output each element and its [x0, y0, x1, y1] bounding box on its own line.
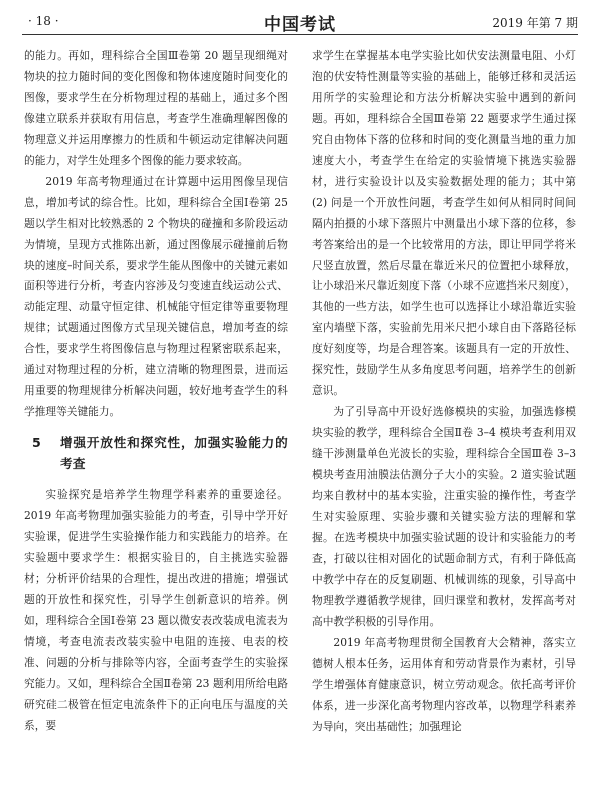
paragraph: 求学生在掌握基本电学实验比如伏安法测量电阻、小灯泡的伏安特性测量等实验的基础上，能够迁移和灵活运用所学的实验理论和方法分析解决实验中遇到的新问题。再如，理科综合全国Ⅲ卷第 22 题要求学生通过探究自由物体下落的位移和时间的变化测量当地的重力加速度大小，考查学生在给定的实验情境下挑选实验器材，进行实验设计以及实验数据处理的能力；其中第 (2) 问是一个开放性问题，考查学生如何从相同时间间隔内拍摄的小球下落照片中测量出小球下落的位移，参考答案给出的是一个比较常用的方法，即让甲同学将米尺竖直放置，然后尽量在靠近米尺的位置把小球释放，让小球沿米尺靠近刻度下落（小球不应遮挡米尺刻度），其他的一些方法，如学生也可以选择让小球沿靠近实验室内墙壁下落，实验前先用米尺把小球自由下落路径标度好刻度等，均是合理答案。该题具有一定的开放性、探究性，鼓励学生从多角度思考问题，培养学生的创新意识。: [312, 49, 576, 398]
paragraph: 2019 年高考物理贯彻全国教育大会精神，落实立德树人根本任务，运用体育和劳动背景作为素材，引导学生增强体育健康意识，树立劳动观念。依托高考评价体系，进一步深化高考物理内容改革，以物理学科素养为导向，突出基础性；加强理论: [312, 635, 576, 733]
page-header: [22, 10, 578, 34]
issue-label: 2019 年第 7 期: [492, 16, 578, 30]
paragraph: 2019 年高考物理通过在计算题中运用图像呈现信息，增加考试的综合性。比如，理科综合全国Ⅰ卷第 25 题以学生相对比较熟悉的 2 个物块的碰撞和多阶段运动为情境，呈现方式推陈出新，通过图像展示碰撞前后物块的速度–时间关系，要求学生能从图像中的关键元素如面积等进行分析，考查内容涉及匀变速直线运动公式、动能定理、动量守恒定律、机械能守恒定律等重要物理规律；试题通过图像方式呈现关键信息，增加考查的综合性，要求学生将图像信息与物理过程紧密联系起来，通过对物理过程的分析，建立清晰的物理图景，进而运用重要的物理规律分析解决问题，较好地考查学生的科学推理等关键能力。: [24, 174, 288, 419]
journal-title: 中国考试: [264, 15, 336, 35]
right-column: [312, 46, 576, 737]
page-number: · 18 ·: [28, 14, 59, 28]
paragraph: 实验探究是培养学生物理学科素养的重要途径。2019 年高考物理加强实验能力的考查，引导中学开好实验课，促进学生实验操作能力和实践能力的培养。在实验题中要求学生：根据实验目的，自主挑选实验器材；分析评价结果的合理性，提出改进的措施；增强试题的开放性和探究性，引导学生创新意识的培养。例如，理科综合全国Ⅰ卷第 23 题以微安表改装成电流表为情境，考查电流表改装实验中电阻的连接、电表的校准、问题的分析与排除等内容，全面考查学生的实验探究能力。又如，理科综合全国Ⅱ卷第 23 题利用所给电路研究硅二极管在恒定电流条件下的正向电压与温度的关系，要: [24, 488, 288, 732]
left-column: [24, 46, 288, 737]
section-title: 增强开放性和探究性，加强实验能力的考查: [60, 435, 288, 472]
header-rule: [22, 34, 578, 35]
paragraph: 为了引导高中开设好选修模块的实验，加强选修模块实验的教学，理科综合全国Ⅱ卷 3–4 模块考查利用双缝干涉测量单色光波长的实验，理科综合全国Ⅲ卷 3–3 模块考查用油膜法估测分子大小的实验。2 道实验试题均来自教材中的基本实验，注重实验的操作性，考查学生对实验原理、实验步骤和关键实验方法的理解和掌握。在选考模块中加强实验试题的设计和实验能力的考查，打破以往相对固化的试题命制方式，有利于降低高中教学中存在的反复刷题、机械训练的现象，引导高中物理教学遵循教学规律，回归课堂和教材，发挥高考对高中教学积极的引导作用。: [312, 405, 576, 628]
section-number: 5: [32, 435, 41, 451]
section-heading: [24, 433, 288, 475]
paragraph: 的能力。再如，理科综合全国Ⅲ卷第 20 题呈现细绳对物块的拉力随时间的变化图像和物体速度随时间变化的图像，要求学生在分析物理过程的基础上，通过多个图像建立联系并获取有用信息，考查学生准确理解图像的物理意义并运用摩擦力的性质和牛顿运动定律解决问题的能力，对学生处理多个图像的能力要求较高。: [24, 49, 288, 167]
